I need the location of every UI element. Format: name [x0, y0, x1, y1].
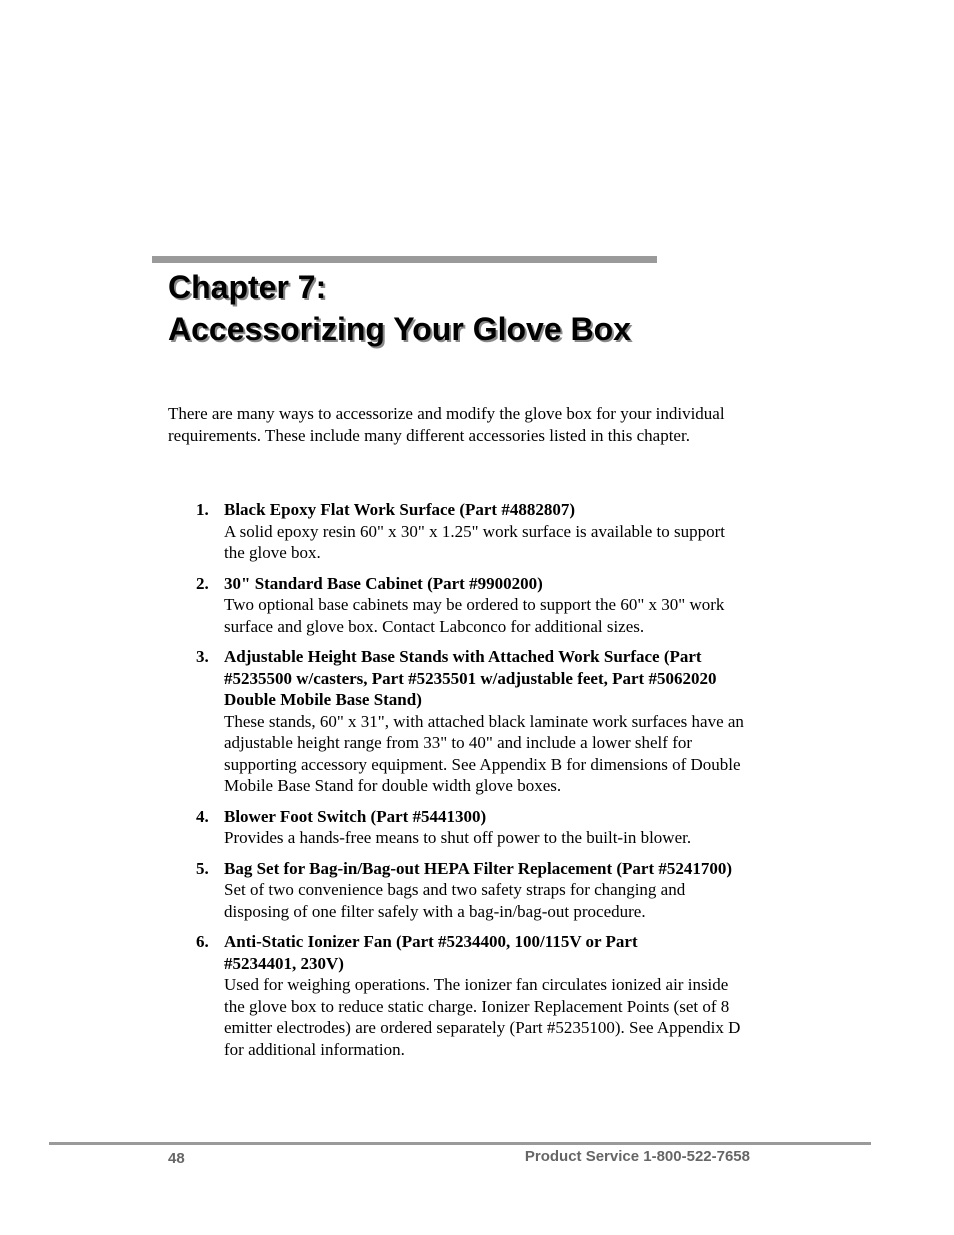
item-description: These stands, 60" x 31", with attached black laminate work surfaces have an adjustable height range from 33" to 40" and include a lower shelf for supporting accessory equipment. See Appendix B for dimensions of Double Mobile Base Stand for double width glove boxes.	[224, 711, 744, 795]
item-number: 3.	[196, 647, 209, 666]
item-description: Set of two convenience bags and two safety straps for changing and disposing of one filter safely with a bag-in/bag-out procedure.	[224, 880, 686, 921]
list-item	[196, 499, 806, 564]
item-description: Used for weighing operations. The ionizer fan circulates ionized air inside the glove box to reduce static charge. Ionizer Replacement Points (set of 8 emitter electrodes) are ordered separately (Part #5235100). See Appendix D for additional information.	[224, 975, 741, 1059]
list-item	[196, 573, 806, 638]
list-item	[196, 858, 806, 923]
chapter-name: Accessorizing Your Glove Box	[168, 311, 631, 347]
item-description: Provides a hands-free means to shut off power to the built-in blower.	[224, 828, 692, 847]
footer-contact: Product Service 1-800-522-7658	[524, 1148, 750, 1165]
chapter-top-rule	[152, 256, 657, 263]
list-item	[196, 646, 806, 797]
item-number: 6.	[196, 932, 209, 951]
item-title: Anti-Static Ionizer Fan (Part #5234400, 100/115V or Part #5234401, 230V)	[224, 932, 638, 973]
item-title: Adjustable Height Base Stands with Attached Work Surface (Part #5235500 w/casters, Part #5235501 w/adjustable feet, Part #5062020 Double Mobile Base Stand)	[224, 647, 717, 709]
chapter-title	[168, 266, 631, 350]
list-item	[196, 931, 806, 1060]
page-number: 48	[168, 1150, 185, 1167]
item-title: Black Epoxy Flat Work Surface (Part #4882807)	[224, 500, 575, 519]
item-title: Blower Foot Switch (Part #5441300)	[224, 806, 487, 826]
item-number: 5.	[196, 858, 209, 878]
list-item	[196, 806, 806, 849]
item-title: 30" Standard Base Cabinet (Part #9900200)	[224, 573, 543, 593]
chapter-number: Chapter 7:	[168, 269, 327, 305]
item-number: 2.	[196, 573, 209, 593]
accessory-list	[196, 499, 806, 1069]
item-number: 4.	[196, 806, 209, 826]
item-description: A solid epoxy resin 60" x 30" x 1.25" work surface is available to support the glove box.	[224, 521, 725, 562]
item-title: Bag Set for Bag-in/Bag-out HEPA Filter Replacement (Part #5241700)	[224, 858, 733, 878]
intro-paragraph: There are many ways to accessorize and modify the glove box for your individual requirements. These include many different accessories listed in this chapter.	[168, 404, 725, 445]
footer-rule	[49, 1142, 871, 1145]
item-number: 1.	[196, 500, 209, 519]
item-description: Two optional base cabinets may be ordered to support the 60" x 30" work surface and glove box. Contact Labconco for additional sizes.	[224, 595, 725, 636]
